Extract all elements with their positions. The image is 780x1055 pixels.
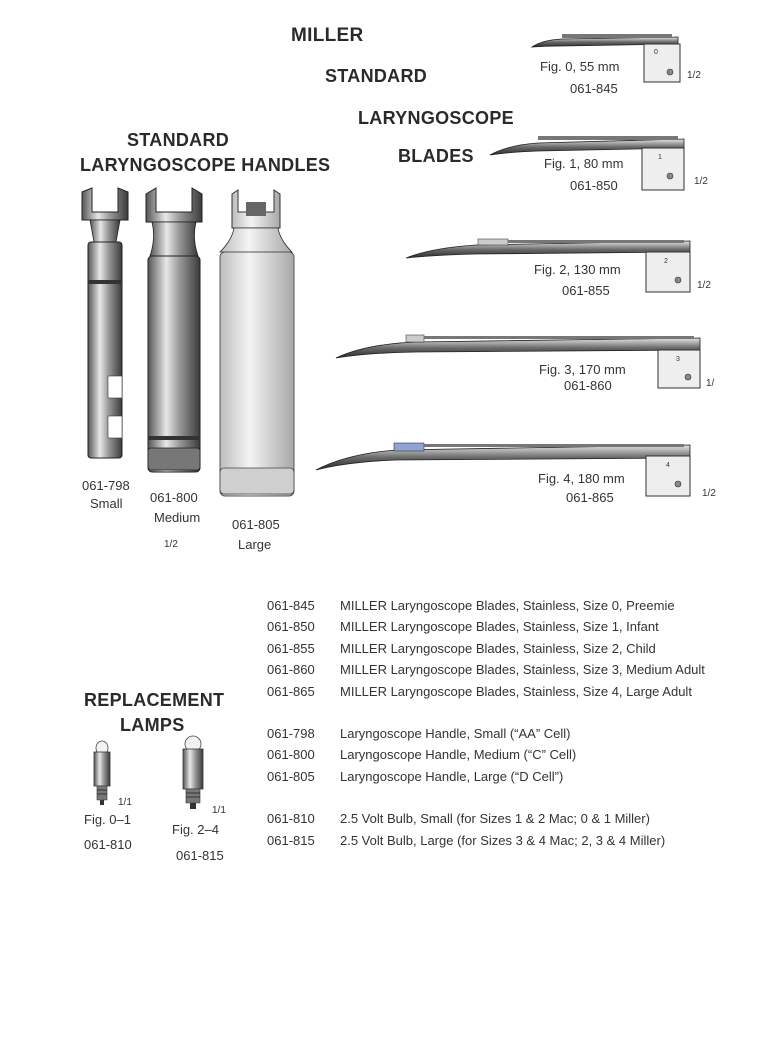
blade-mark-3: 3 bbox=[676, 356, 680, 363]
catalog-code: 061-850 bbox=[267, 619, 315, 634]
lamp-small-illustration bbox=[90, 740, 114, 810]
blade-fig3-illustration bbox=[336, 328, 706, 390]
catalog-row bbox=[267, 769, 563, 784]
handle-size-large: Large bbox=[238, 537, 272, 552]
catalog-row bbox=[267, 684, 692, 699]
blade-fig-2: Fig. 2, 130 mm bbox=[534, 262, 621, 277]
catalog-code: 061-805 bbox=[267, 769, 315, 784]
blade-fig-3: Fig. 3, 170 mm bbox=[539, 362, 626, 377]
handle-code-small: 061-798 bbox=[82, 478, 130, 493]
handle-medium-illustration bbox=[142, 186, 208, 478]
blade-code-4: 061-865 bbox=[566, 490, 614, 505]
title-blades: BLADES bbox=[398, 146, 474, 166]
blade-fig-0: Fig. 0, 55 mm bbox=[540, 59, 620, 74]
catalog-desc: Laryngoscope Handle, Medium (“C” Cell) bbox=[340, 747, 577, 762]
catalog-code: 061-815 bbox=[267, 833, 315, 848]
handle-size-medium: Medium bbox=[154, 510, 201, 525]
catalog-row bbox=[267, 833, 665, 848]
blade-mark-4: 4 bbox=[666, 462, 670, 469]
handles-heading-line1: STANDARD bbox=[127, 130, 230, 150]
catalog-desc: Laryngoscope Handle, Large (“D Cell”) bbox=[340, 769, 564, 784]
title-miller: MILLER bbox=[291, 25, 364, 46]
catalog-desc: MILLER Laryngoscope Blades, Stainless, Size 0, Preemie bbox=[340, 598, 675, 613]
catalog-row bbox=[267, 598, 675, 613]
handle-code-large: 061-805 bbox=[232, 517, 280, 532]
lamp-large-illustration bbox=[178, 735, 208, 815]
catalog-code: 061-855 bbox=[267, 641, 315, 656]
catalog-desc: MILLER Laryngoscope Blades, Stainless, Size 3, Medium Adult bbox=[340, 662, 705, 677]
blade-scale-2: 1/2 bbox=[697, 280, 711, 291]
blade-fig4-illustration bbox=[316, 432, 696, 502]
catalog-code: 061-798 bbox=[267, 726, 315, 741]
blade-code-3: 061-860 bbox=[564, 378, 612, 393]
catalog-row bbox=[267, 747, 576, 762]
handle-small-illustration bbox=[78, 186, 138, 462]
catalog-row bbox=[267, 641, 656, 656]
blade-scale-3: 1/ bbox=[706, 378, 715, 389]
catalog-row bbox=[267, 811, 650, 826]
catalog-code: 061-865 bbox=[267, 684, 315, 699]
catalog-desc: Laryngoscope Handle, Small (“AA” Cell) bbox=[340, 726, 571, 741]
blade-fig-1: Fig. 1, 80 mm bbox=[544, 156, 624, 171]
lamps-heading-line1: REPLACEMENT bbox=[84, 690, 225, 710]
lamp-code-large: 061-815 bbox=[176, 848, 224, 863]
catalog-row bbox=[267, 662, 705, 677]
catalog-code: 061-810 bbox=[267, 811, 315, 826]
handle-large-illustration bbox=[216, 188, 298, 506]
catalog-desc: MILLER Laryngoscope Blades, Stainless, Size 1, Infant bbox=[340, 619, 659, 634]
blade-fig0-illustration bbox=[532, 28, 692, 88]
title-standard: STANDARD bbox=[325, 66, 428, 86]
blade-code-2: 061-855 bbox=[562, 283, 610, 298]
blade-mark-0: 0 bbox=[654, 49, 658, 56]
lamp-scale-large: 1/1 bbox=[212, 805, 226, 816]
handle-size-small: Small bbox=[90, 496, 123, 511]
catalog-row bbox=[267, 726, 570, 741]
catalog-desc: 2.5 Volt Bulb, Small (for Sizes 1 & 2 Mac; 0 & 1 Miller) bbox=[340, 811, 650, 826]
blade-fig-4: Fig. 4, 180 mm bbox=[538, 471, 625, 486]
handles-scale: 1/2 bbox=[164, 539, 178, 550]
catalog-code: 061-860 bbox=[267, 662, 315, 677]
lamp-code-small: 061-810 bbox=[84, 837, 132, 852]
lamp-scale-small: 1/1 bbox=[118, 797, 132, 808]
blade-mark-1: 1 bbox=[658, 154, 662, 161]
blade-scale-0: 1/2 bbox=[687, 70, 701, 81]
lamp-fig-small: Fig. 0–1 bbox=[84, 812, 131, 827]
handle-code-medium: 061-800 bbox=[150, 490, 198, 505]
title-laryngoscope: LARYNGOSCOPE bbox=[358, 108, 514, 128]
blade-scale-1: 1/2 bbox=[694, 176, 708, 187]
blade-scale-4: 1/2 bbox=[702, 488, 716, 499]
blade-code-0: 061-845 bbox=[570, 81, 618, 96]
catalog-code: 061-800 bbox=[267, 747, 315, 762]
handles-heading-line2: LARYNGOSCOPE HANDLES bbox=[80, 155, 331, 175]
catalog-desc: MILLER Laryngoscope Blades, Stainless, Size 4, Large Adult bbox=[340, 684, 692, 699]
lamps-heading-line2: LAMPS bbox=[120, 715, 185, 735]
catalog-desc: 2.5 Volt Bulb, Large (for Sizes 3 & 4 Mac; 2, 3 & 4 Miller) bbox=[340, 833, 666, 848]
blade-code-1: 061-850 bbox=[570, 178, 618, 193]
catalog-desc: MILLER Laryngoscope Blades, Stainless, Size 2, Child bbox=[340, 641, 656, 656]
catalog-code: 061-845 bbox=[267, 598, 315, 613]
lamp-fig-large: Fig. 2–4 bbox=[172, 822, 219, 837]
catalog-row bbox=[267, 619, 659, 634]
blade-mark-2: 2 bbox=[664, 258, 668, 265]
